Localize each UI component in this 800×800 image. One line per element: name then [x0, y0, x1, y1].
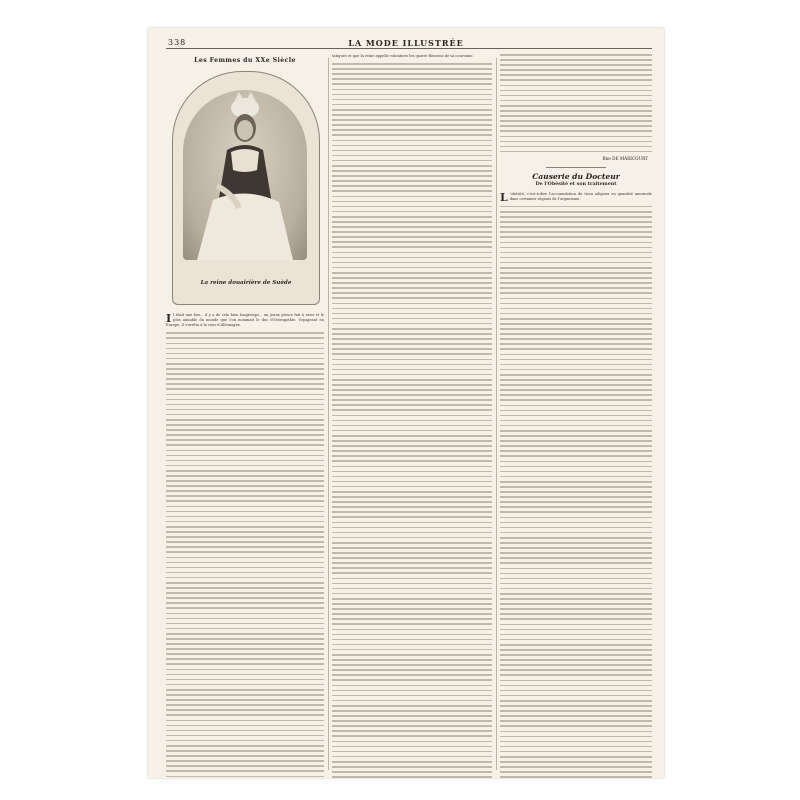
queen-portrait-illustration	[183, 90, 307, 260]
queen-portrait-svg	[183, 90, 307, 260]
causerie-subtitle: De l'Obésité et son traitement	[535, 180, 617, 187]
portrait-frame	[172, 71, 320, 305]
page-number: 338	[168, 38, 187, 47]
right-text-lines-top	[500, 54, 652, 152]
middle-text-lines	[332, 63, 492, 778]
middle-column	[332, 54, 492, 778]
magazine-page	[148, 28, 664, 778]
causerie-title: Causerie du Docteur	[532, 172, 620, 182]
section-title: Les Femmes du XXe Siècle	[194, 57, 296, 64]
left-column	[166, 54, 324, 778]
causerie-body	[500, 192, 652, 778]
header-rule	[166, 48, 652, 49]
right-column	[500, 54, 652, 778]
author-signature: Bne DE MARICOURT	[602, 156, 648, 162]
section-divider	[546, 167, 606, 168]
causerie-opening-text: 'obésité, c'est-à-dire l'accumulation du tissu adipeux en quantité anormale dans certaines régions de l'organisme.	[509, 191, 652, 201]
article-text-lines	[166, 332, 324, 778]
article-continuation: tatiques et que la reine appelle volontiers les quatre fleurons de sa couronne.	[332, 54, 474, 58]
causerie-drop-cap: L	[500, 190, 508, 204]
column-rule-right	[496, 58, 497, 770]
portrait-caption: La reine douairière de Suède	[200, 280, 292, 286]
article-opening-text: l était une fois... il y a de cela bien longtemps... un jeune prince fait à ravir et le plus aimable du monde que l'on nommait le duc d'Ostrogothie. Voyageant en Europe, il s'arrêta à la cour d'Allemagne.	[166, 313, 324, 328]
drop-cap: I	[166, 312, 172, 326]
causerie-text-lines	[500, 206, 652, 778]
article-body-left	[166, 313, 324, 778]
journal-title: LA MODE ILLUSTRÉE	[348, 38, 464, 48]
column-rule-left	[328, 58, 329, 770]
